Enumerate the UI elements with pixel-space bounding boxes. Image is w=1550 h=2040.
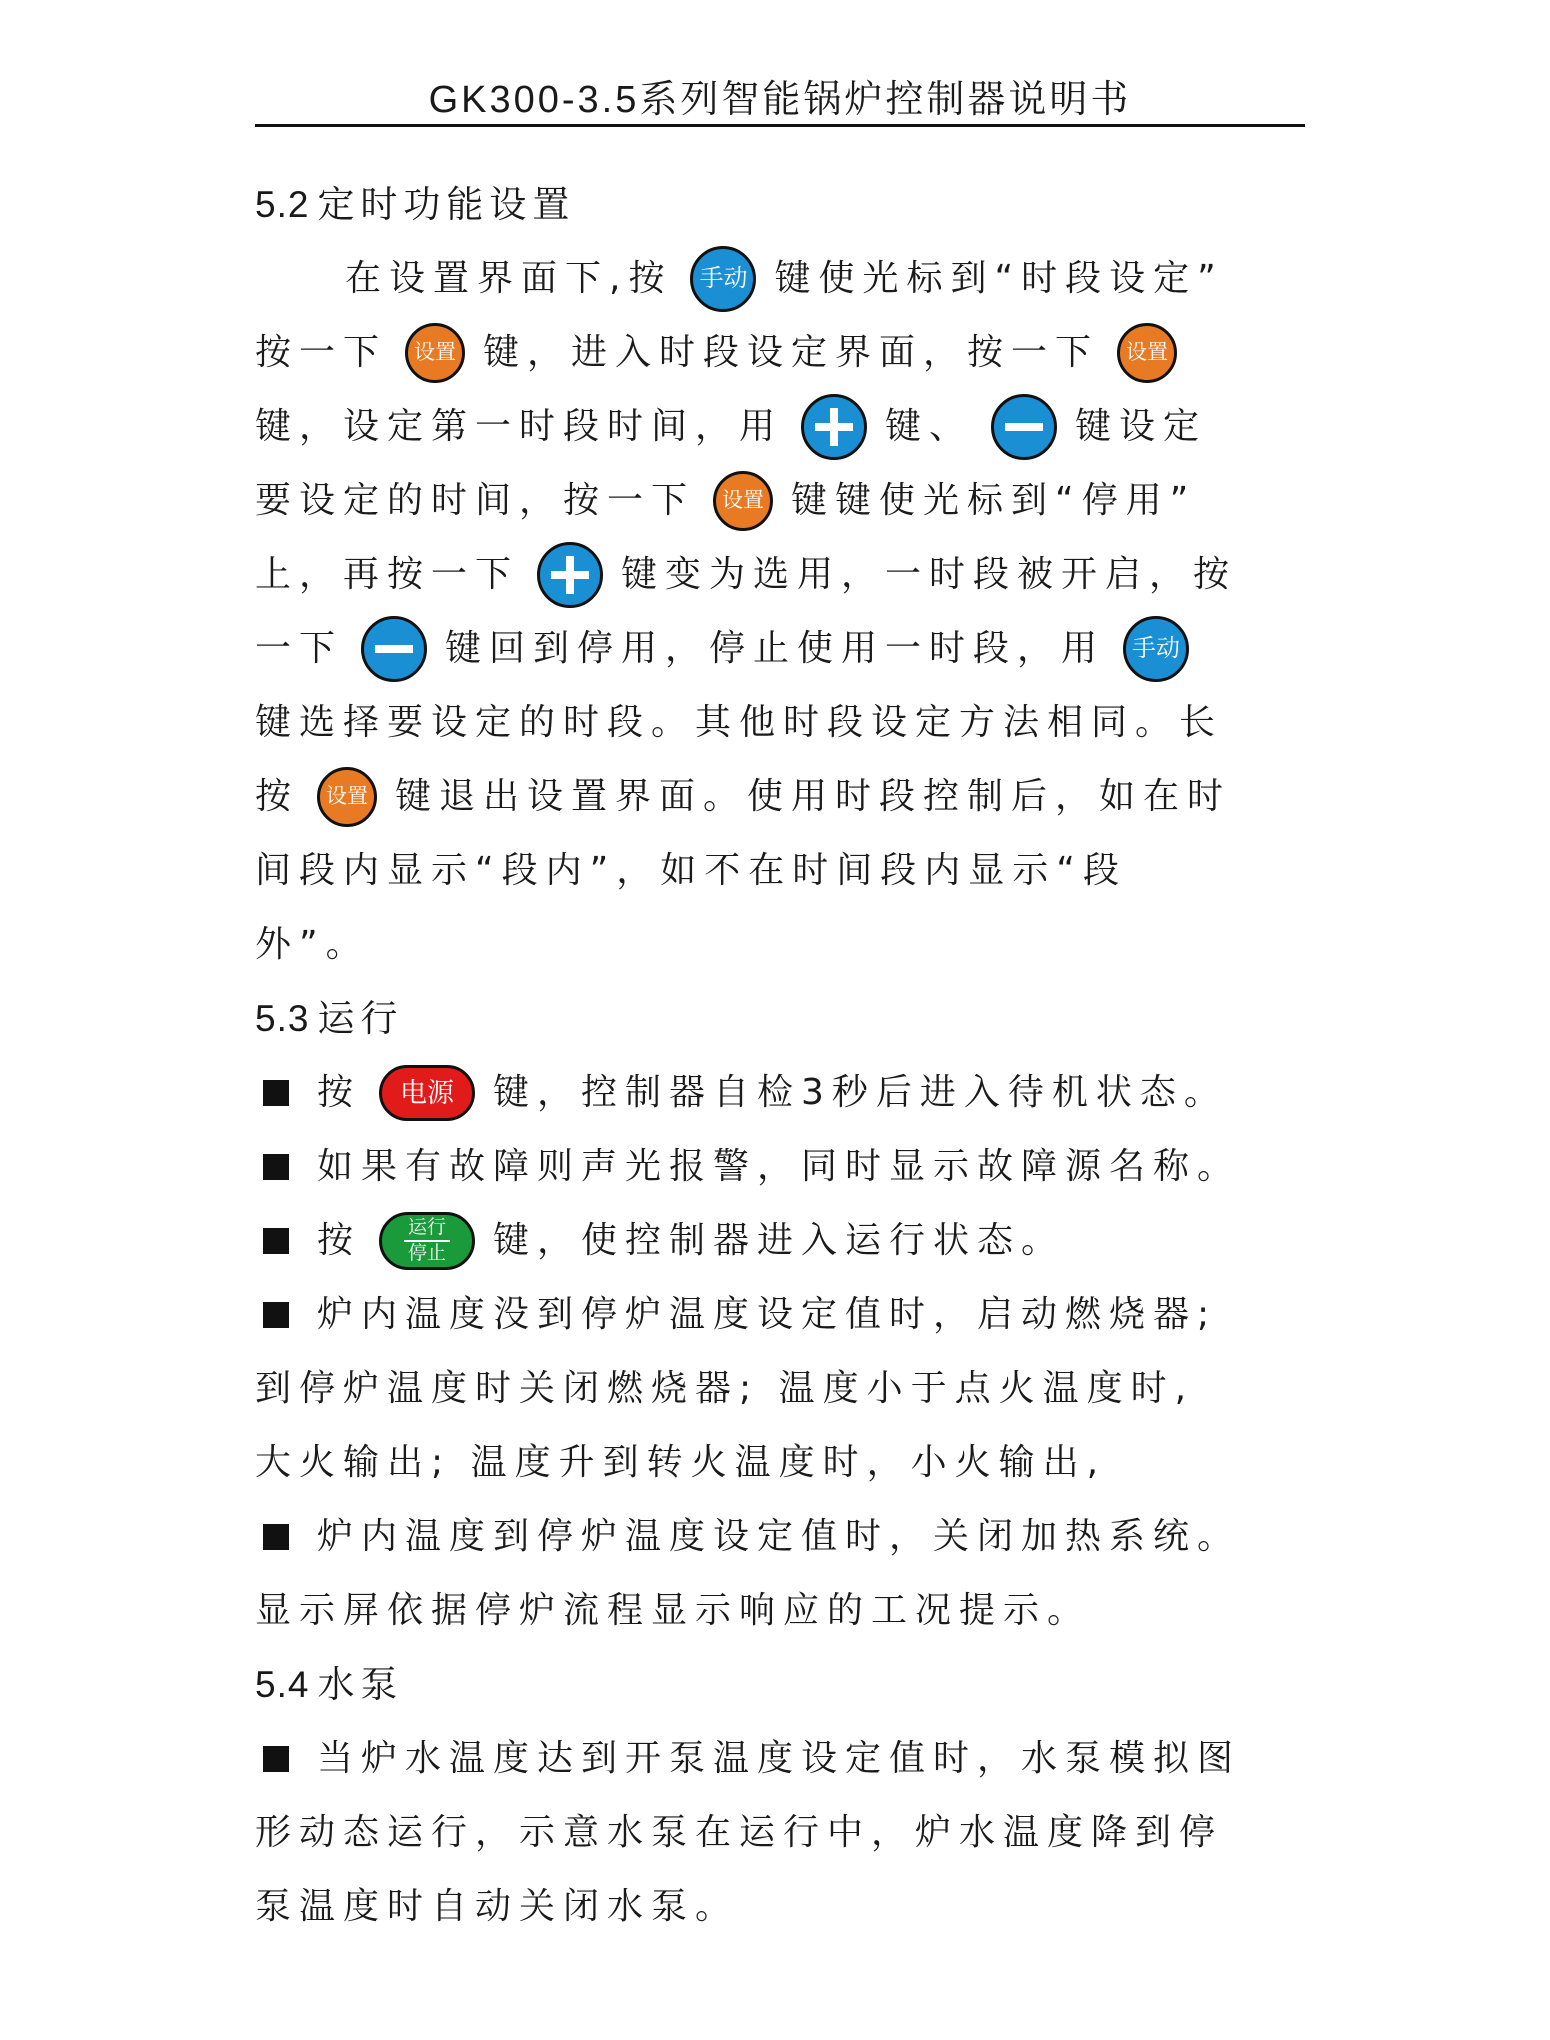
paragraph-line <box>255 1796 1305 1870</box>
plus-icon <box>537 542 603 608</box>
paragraph-line <box>255 538 1305 612</box>
section-title: 水泵 <box>317 1663 404 1706</box>
text-run: 炉内温度没到停炉温度设定值时，启动燃烧器; <box>317 1294 1218 1335</box>
text-run: 到停炉温度时关闭燃烧器; 温度小于点火温度时, <box>255 1368 1195 1409</box>
section-number: 5.3 <box>255 998 310 1039</box>
text-run: 键退出设置界面。使用时段控制后，如在时 <box>395 776 1232 817</box>
section-title: 定时功能设置 <box>317 183 576 226</box>
square-bullet-icon <box>263 1524 289 1550</box>
square-bullet-icon <box>263 1746 289 1772</box>
text-run: 按 <box>317 1220 362 1261</box>
paragraph-line <box>255 242 1305 316</box>
section-title: 运行 <box>317 997 404 1040</box>
bullet-line <box>255 1204 1305 1278</box>
text-run: 键，进入时段设定界面，按一下 <box>483 332 1100 373</box>
run-stop-button-icon <box>379 1212 475 1270</box>
text-run: 在设置界面下,按 <box>345 258 673 299</box>
section-number: 5.4 <box>255 1664 310 1705</box>
text-run: 键变为选用，一时段被开启，按 <box>621 554 1238 595</box>
paragraph-line <box>255 390 1305 464</box>
text-run: 如果有故障则声光报警，同时显示故障源名称。 <box>317 1146 1242 1187</box>
paragraph-line <box>255 1426 1305 1500</box>
text-run: 一下 <box>255 628 344 669</box>
text-run: 键使光标到“时段设定” <box>774 258 1224 299</box>
text-run: 间段内显示“段内”，如不在时间段内显示“段 <box>255 850 1127 891</box>
paragraph-line <box>255 1574 1305 1648</box>
text-run: 按 <box>255 776 300 817</box>
section-number: 5.2 <box>255 184 310 225</box>
text-run: 上，再按一下 <box>255 554 520 595</box>
paragraph-line <box>255 316 1305 390</box>
text-run: 键，控制器自检3秒后进入待机状态。 <box>493 1072 1228 1113</box>
setting-button-icon: 设置 <box>405 323 465 383</box>
text-run: 形动态运行，示意水泵在运行中，炉水温度降到停 <box>255 1812 1224 1853</box>
text-run: 大火输出; 温度升到转火温度时，小火输出, <box>255 1442 1107 1483</box>
text-run: 键，设定第一时段时间，用 <box>255 406 784 447</box>
paragraph-line <box>255 834 1305 908</box>
text-run: 键键使光标到“停用” <box>791 480 1197 521</box>
text-run: 键、 <box>885 406 974 447</box>
minus-icon <box>991 394 1057 460</box>
text-run: 显示屏依据停炉流程显示响应的工况提示。 <box>255 1590 1092 1631</box>
setting-button-icon: 设置 <box>317 767 377 827</box>
bullet-line <box>255 1278 1305 1352</box>
setting-button-icon: 设置 <box>1117 323 1177 383</box>
page-header-title: GK300-3.5系列智能锅炉控制器说明书 <box>428 79 1132 121</box>
bullet-line <box>255 1722 1305 1796</box>
text-run: 外”。 <box>255 924 370 965</box>
run-label: 运行 <box>408 1217 447 1238</box>
text-run: 泵温度时自动关闭水泵。 <box>255 1886 740 1927</box>
text-run: 键回到停用，停止使用一时段，用 <box>445 628 1106 669</box>
text-run: 键设定 <box>1075 406 1208 447</box>
paragraph-line <box>255 908 1305 982</box>
paragraph-line <box>255 612 1305 686</box>
manual-button-icon: 手动 <box>1123 616 1189 682</box>
text-run: 按一下 <box>255 332 388 373</box>
square-bullet-icon <box>263 1080 289 1106</box>
setting-button-icon: 设置 <box>713 471 773 531</box>
text-run: 炉内温度到停炉温度设定值时，关闭加热系统。 <box>317 1516 1242 1557</box>
bullet-line <box>255 1500 1305 1574</box>
section-5-3-heading <box>255 982 1305 1056</box>
header-rule <box>255 124 1305 127</box>
bullet-line <box>255 1056 1305 1130</box>
paragraph-line <box>255 760 1305 834</box>
document-body <box>255 168 1305 1944</box>
bullet-line <box>255 1130 1305 1204</box>
text-run: 键，使控制器进入运行状态。 <box>493 1220 1066 1261</box>
text-run: 按 <box>317 1072 362 1113</box>
stop-label: 停止 <box>408 1243 447 1264</box>
manual-button-icon: 手动 <box>690 246 756 312</box>
text-run: 当炉水温度达到开泵温度设定值时，水泵模拟图 <box>317 1738 1242 1779</box>
run-stop-divider <box>404 1240 450 1242</box>
minus-icon <box>361 616 427 682</box>
square-bullet-icon <box>263 1228 289 1254</box>
power-button-icon: 电源 <box>379 1065 475 1121</box>
paragraph-line <box>255 464 1305 538</box>
section-5-4-heading <box>255 1648 1305 1722</box>
plus-icon <box>801 394 867 460</box>
text-run: 要设定的时间，按一下 <box>255 480 696 521</box>
paragraph-line <box>255 1870 1305 1944</box>
square-bullet-icon <box>263 1154 289 1180</box>
text-run: 键选择要设定的时段。其他时段设定方法相同。长 <box>255 702 1224 743</box>
paragraph-line <box>255 686 1305 760</box>
paragraph-line <box>255 1352 1305 1426</box>
square-bullet-icon <box>263 1302 289 1328</box>
section-5-2-heading <box>255 168 1305 242</box>
